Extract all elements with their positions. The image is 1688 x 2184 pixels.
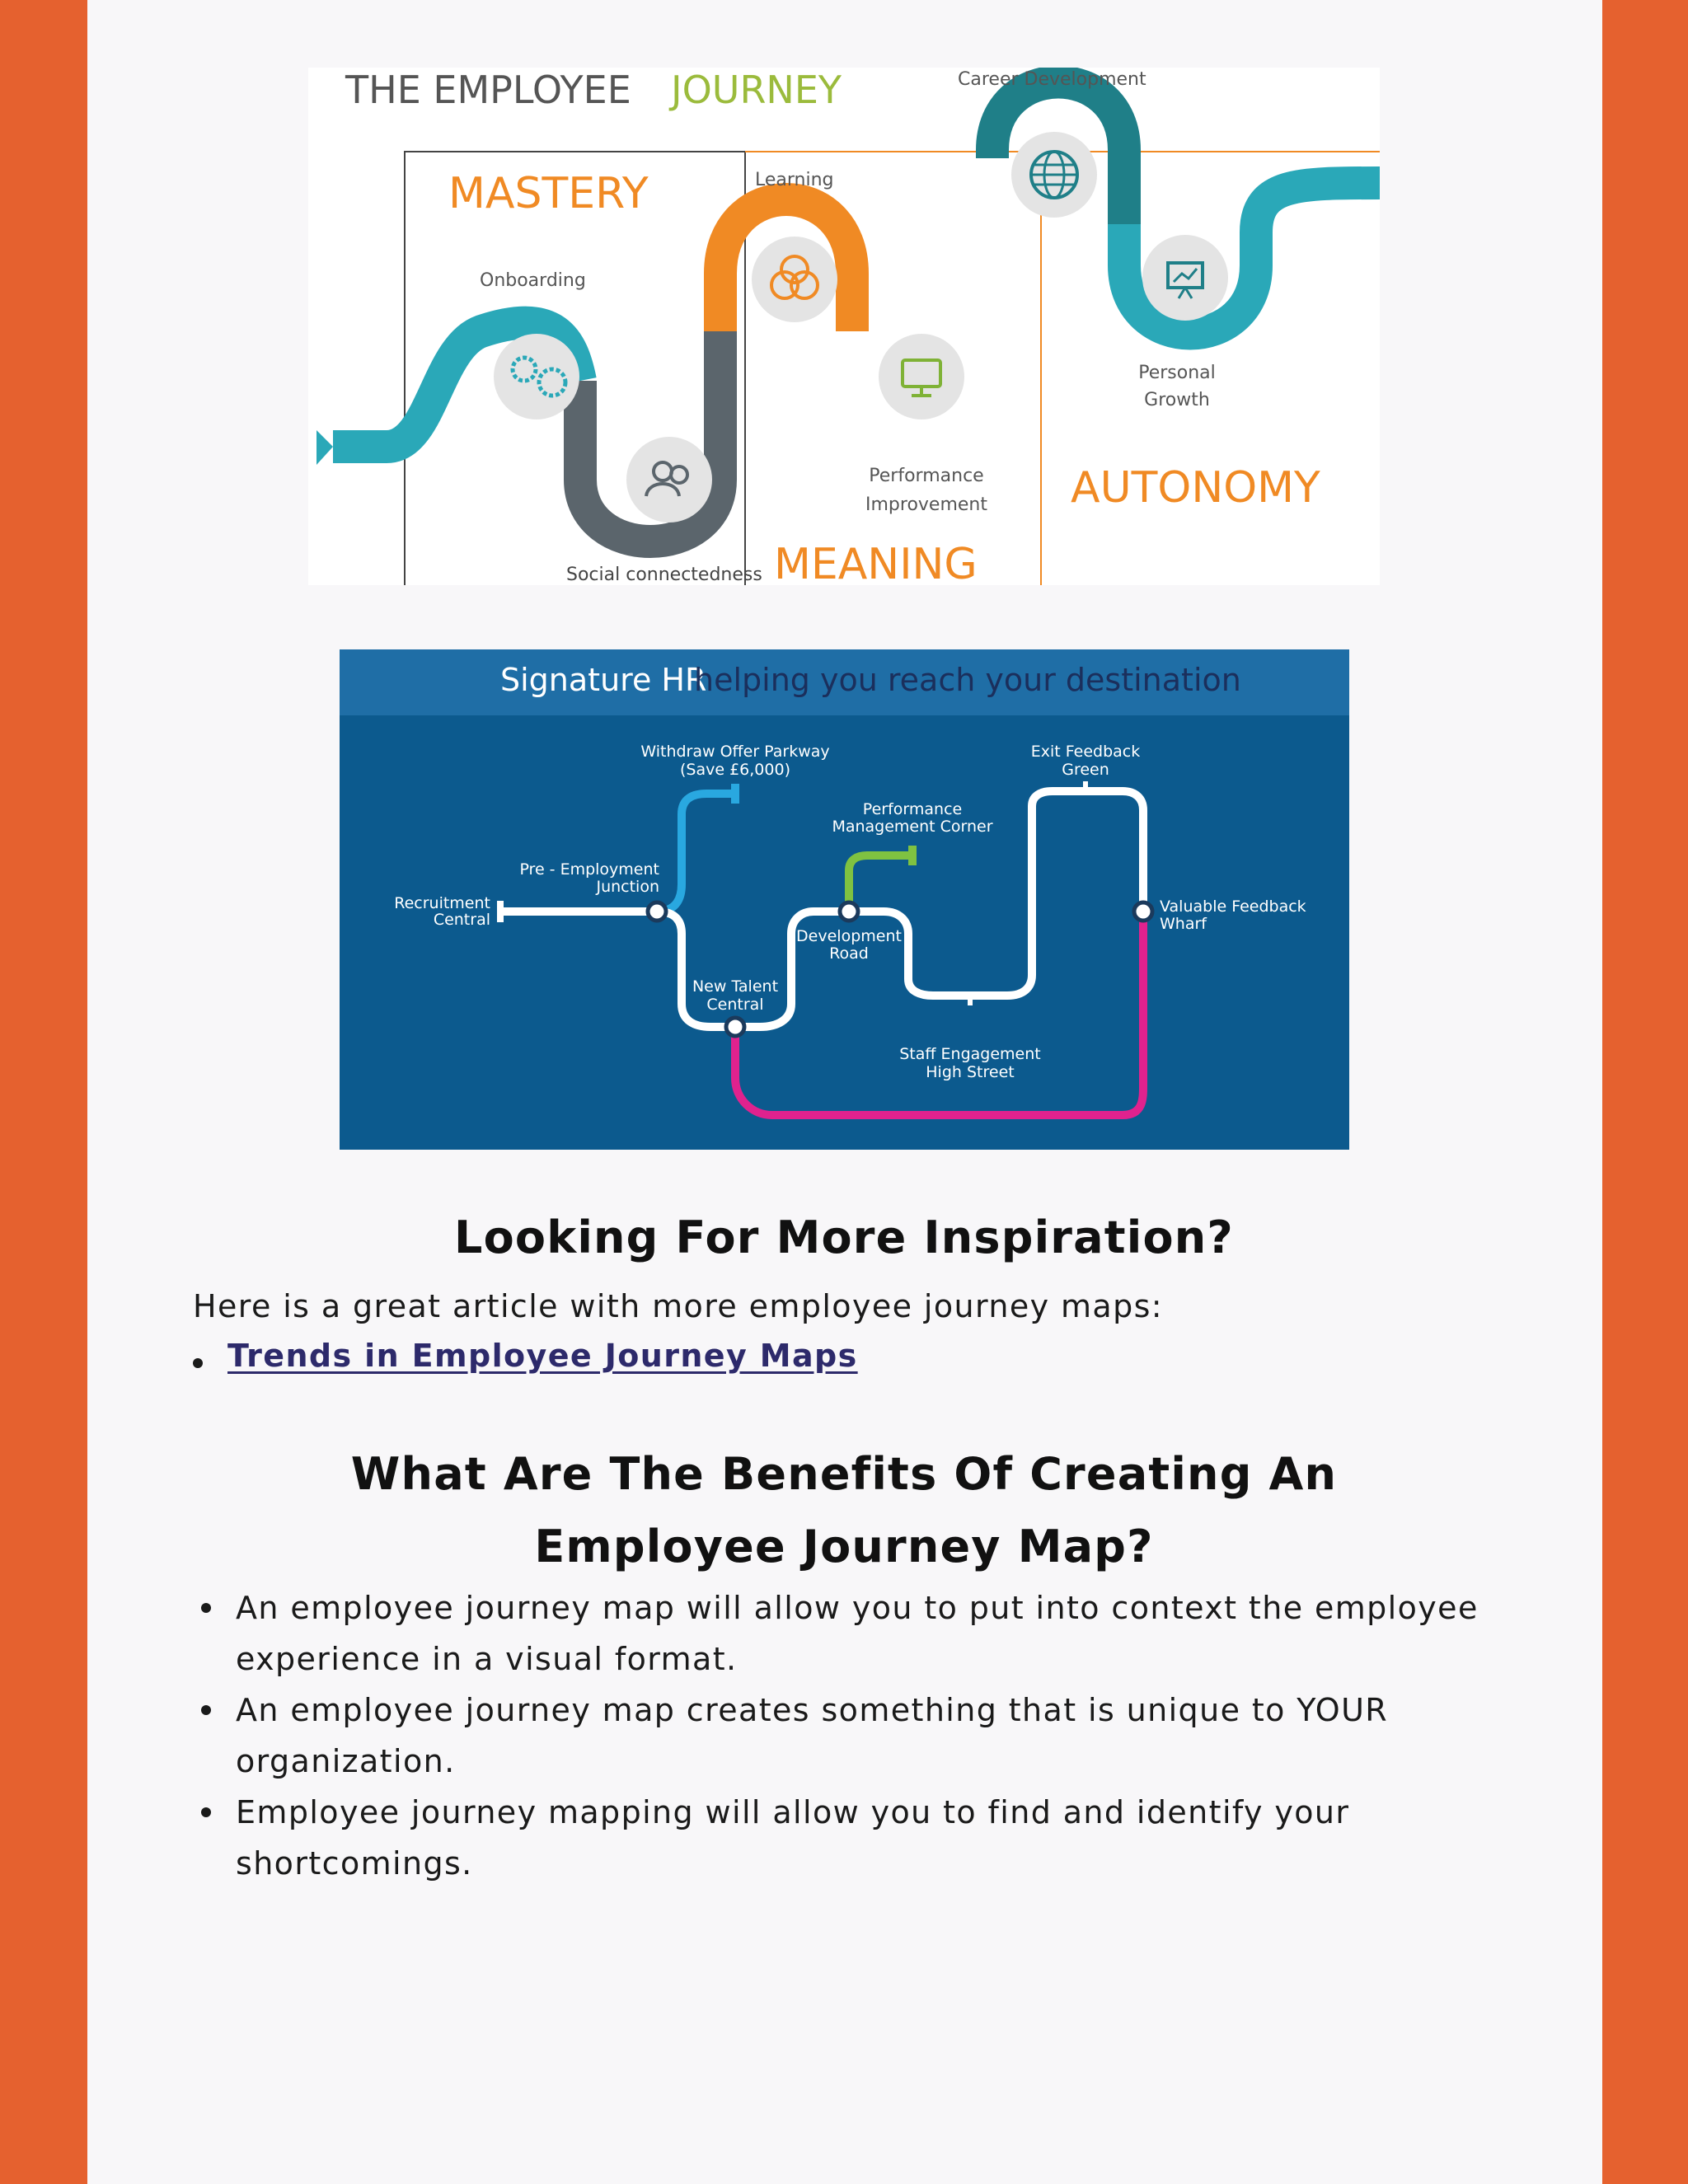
label-performance-2: Management Corner [832,818,993,836]
label-valuable-1: Valuable Feedback [1160,898,1306,916]
label-development-2: Road [829,944,869,963]
title-part1: THE EMPLOYEE [345,68,631,112]
step-learning: Learning [755,170,834,190]
bullet-dot [193,1358,203,1368]
list-item: An employee journey map will allow you to put into context the employee experience in a visual format. [193,1582,1479,1685]
station-development [840,902,858,921]
presentation-chart-icon [1142,235,1228,321]
road-start-arrow [316,430,333,465]
label-recruitment-1: Recruitment [394,894,490,912]
trends-article-link[interactable]: Trends in Employee Journey Maps [227,1338,858,1374]
step-growth-2: Growth [1144,390,1210,410]
label-development-1: Development [796,927,902,945]
inspiration-heading: Looking For More Inspiration? [454,1212,1234,1263]
benefits-heading: What Are The Benefits Of Creating An Employee Journey Map? [350,1448,1338,1572]
station-valuable-feedback [1134,902,1152,921]
tagline: helping you reach your destination [694,662,1241,698]
label-performance-1: Performance [862,800,963,818]
label-valuable-2: Wharf [1160,915,1207,933]
label-exit-1: Exit Feedback [1030,743,1141,761]
learning-rings-icon [752,237,837,322]
label-withdraw-2: (Save £6,000) [680,761,790,779]
list-item: An employee journey map creates something that is unique to YOUR organization. [193,1685,1479,1787]
label-staff-1: Staff Engagement [899,1045,1041,1063]
benefits-list [193,1582,1479,1889]
stage-mastery: MASTERY [448,169,649,218]
brand-name: Signature HR [500,662,707,698]
label-pre-employment-2: Junction [596,878,659,896]
label-recruitment-2: Central [433,911,490,929]
station-new-talent [726,1018,744,1036]
list-item: Employee journey mapping will allow you to find and identify your shortcomings. [193,1787,1479,1889]
label-pre-employment-1: Pre - Employment [519,860,659,879]
stage-autonomy: AUTONOMY [1071,463,1320,513]
step-onboarding: Onboarding [480,270,586,291]
step-growth-1: Personal [1138,363,1216,383]
step-social: Social connectedness [566,565,762,585]
label-new-talent-1: New Talent [692,977,779,996]
label-new-talent-2: Central [706,996,764,1014]
inspiration-intro: Here is a great article with more employee journey maps: [193,1288,1163,1324]
title-part2: JOURNEY [671,68,842,112]
stage-meaning: MEANING [774,540,978,585]
gears-icon [494,334,579,419]
step-performance-2: Improvement [865,494,987,515]
employee-journey-infographic [308,68,1380,585]
station-pre-employment [648,902,666,921]
step-performance-1: Performance [869,466,984,486]
label-staff-2: High Street [926,1063,1015,1081]
label-withdraw-1: Withdraw Offer Parkway [640,743,830,761]
step-career: Career Development [958,69,1146,90]
article-link-item [193,1338,858,1374]
label-exit-2: Green [1062,761,1109,779]
signature-hr-journey-map [340,649,1349,1150]
monitor-icon [879,334,964,419]
